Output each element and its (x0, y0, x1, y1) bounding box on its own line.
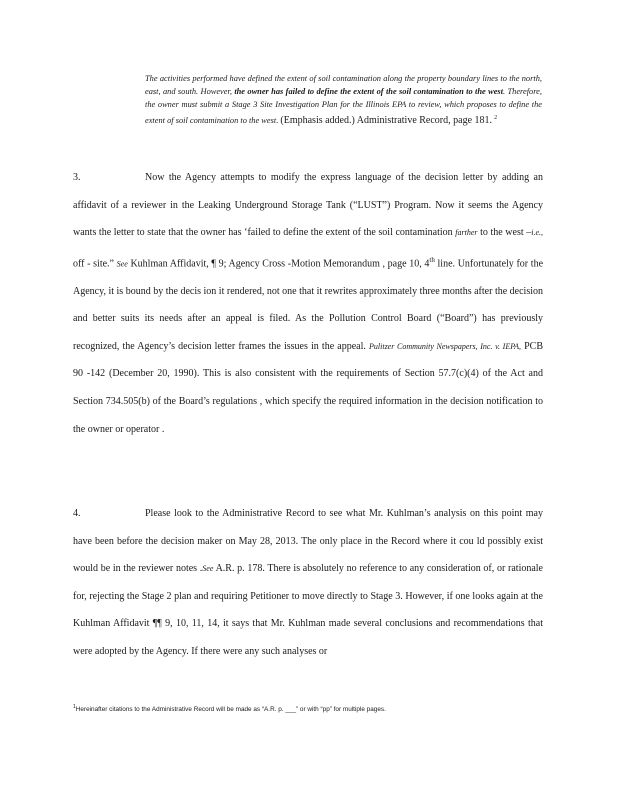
paragraph-text: Kuhlman Affidavit, ¶ 9; Agency Cross -Motion Memorandum , page 10, 4 (130, 258, 430, 270)
citation-signal: See (116, 259, 128, 269)
citation-signal: See (202, 564, 214, 574)
case-citation: Pulitzer Community Newspapers, Inc. v. IEPA, (369, 341, 521, 351)
paragraph-number: 3. (73, 172, 81, 183)
footnote (73, 702, 543, 715)
paragraph-text: off - site.” (73, 258, 114, 270)
block-quote (145, 72, 542, 127)
paragraph-text: Please look to the Administrative Record to see what Mr. Kuhlman’s analysis on this point may have been before the decision maker on May 28, 2013. The only place in the Record where it cou ld possibly exist would be in the reviewer notes . (73, 508, 543, 575)
italic-text: i.e., (531, 228, 544, 238)
paragraph-3 (73, 164, 543, 443)
footnote-reference: 2 (494, 114, 498, 121)
italic-text: farther (455, 228, 478, 238)
paragraph-text: A.R. p. 178. There is absolutely no reference to any consideration of, or rationale for, rejecting the Stage 2 plan and requiring Petitioner to move directly to Stage 3. However, if one looks again at the Kuhlman Affidavit ¶¶ 9, 10, 11, 14, it says that Mr. Kuhlman made several conclusions and recommendations that were adopted by the Agency. If there were any such analyses or (73, 563, 543, 657)
paragraph-text: PCB 90 -142 (December 20, 1990). This is also consistent with the requirements of Section 57.7(c)(4) of the Act and Section 734.505(b) of the Board’s regulations , which specify the required information in the decision notification to the owner or operator . (73, 340, 544, 435)
footnote-text: Hereinafter citations to the Administrative Record will be made as “A.R. p. ___” or with “pp” for multiple pages. (75, 706, 386, 714)
quote-citation: (Emphasis added.) Administrative Record, page 181. (280, 114, 493, 126)
paragraph-text: to the west – (480, 227, 532, 239)
paragraph-text: Now the Agency attempts to modify the express language of the decision letter by adding an affidavit of a reviewer in the Leaking Underground Storage Tank (“LUST”) Program. Now it seems the Agency wants the letter to state that the owner has ‘failed to define the extent of the soil contamination (73, 172, 543, 239)
quote-text-a: The activities performed have defined the extent of soil contamination along the property boundary lines to the north, east, and south. However, (145, 74, 542, 97)
paragraph-4 (73, 500, 543, 666)
ordinal-superscript: th (429, 255, 435, 264)
paragraph-number: 4. (73, 508, 81, 519)
quote-text-b: . Therefore, the owner must submit a Stage 3 Site Investigation Plan for the Illinois EPA to review, which proposes to define the extent of soil contamination to the west. (145, 87, 542, 125)
quote-emphasis: the owner has failed to define the extent of the soil contamination to the west (234, 87, 504, 97)
footnote-number: 1 (73, 704, 76, 710)
paragraph-text: line. Unfortunately for the Agency, it is bound by the decis ion it rendered, not one that it rewrites approximately three months after the decision and better suits its needs after an appeal is filed. As the Pollution Control Board (“Board”) has previously recognized, the Agency’s decision letter frames the issues in the appeal. (73, 258, 544, 352)
